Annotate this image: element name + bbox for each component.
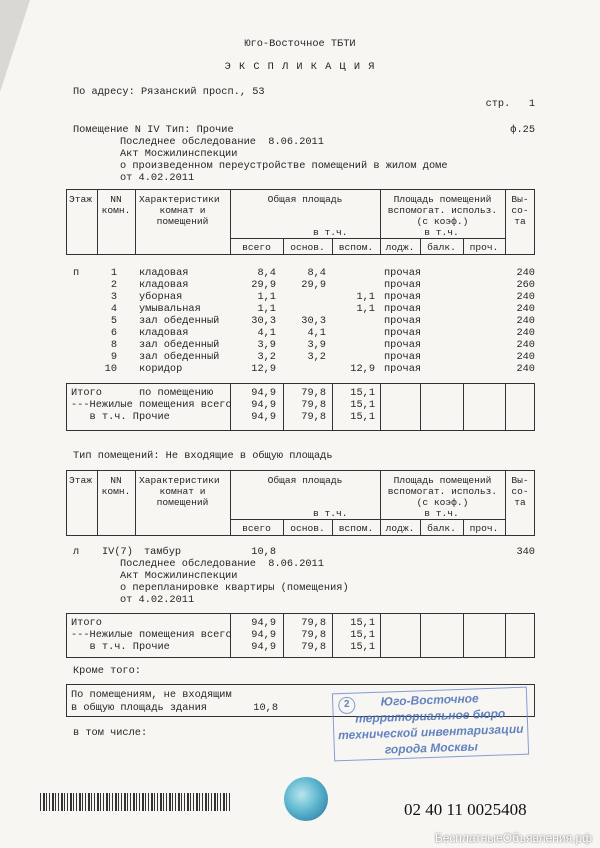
section2-act: Акт Мосжилинспекции [120,570,238,582]
header-balcony: балк. [427,523,456,534]
header-chars-1: Характеристики [139,194,220,205]
totals-divider [505,383,506,431]
header-aux-area-1: Площадь помещений [393,475,492,486]
totals-main: 79,8 [301,399,326,411]
stamp-line2: территориальное бюро [354,706,506,726]
room-total: 4,1 [257,327,276,339]
document-title: Э К С П Л И К А Ц И Я [224,61,376,73]
room-floor: п [73,267,80,279]
room-main: 29,9 [301,279,326,291]
room-number: 8 [110,339,117,351]
room-aux: 12,9 [350,363,375,375]
header-aux-area-1: Площадь помещений [393,194,492,205]
header-subline [380,238,505,239]
totals-label: ---Нежилые помещения всего [71,399,232,411]
room-number: 4 [110,303,117,315]
header-aux-area-2: вспомогат. использ. [387,486,498,497]
serial-number: 02 40 11 0025408 [404,800,527,819]
header-incl: в т.ч. [313,227,348,238]
header-height-2: со- [511,486,529,497]
header-nn-room: комн. [101,205,131,216]
header-chars-3: помещений [156,216,209,227]
totals-main: 79,8 [301,629,326,641]
header-total-area: Общая площадь [267,194,343,205]
stamp-line1: Юго-Восточное [380,691,479,709]
room-main: 30,3 [301,315,326,327]
header-height-1: Вы- [511,194,529,205]
room-total: 1,1 [257,291,276,303]
room-name: уборная [139,291,183,303]
room-height: 240 [516,351,535,363]
room-name: умывальная [139,303,201,315]
totals-aux: 15,1 [350,629,375,641]
room-total: 3,2 [257,351,276,363]
bti-stamp [332,687,529,762]
header-chars-2: комнат и [159,205,206,216]
room-name: коридор [139,363,183,375]
header-aux-area-3: (с коэф.) [416,497,469,508]
room-main: 3,2 [307,351,326,363]
room-number: 5 [110,315,117,327]
address-line: По адресу: Рязанский просп., 53 [73,86,265,98]
stamp-line4: города Москвы [384,739,479,757]
room-total: 1,1 [257,303,276,315]
header-height-2: со- [511,205,529,216]
header-floor: Этаж [69,194,93,205]
totals-aux: 15,1 [350,411,375,423]
totals-divider [380,383,381,431]
room-height: 240 [516,363,535,375]
totals-total: 94,9 [251,399,276,411]
totals-main: 79,8 [301,617,326,629]
header-incl-2: в т.ч. [424,227,459,238]
room-name: зал обеденный [139,339,220,351]
totals-label: в т.ч. Прочие [71,411,170,423]
barcode-icon [40,793,230,811]
totals-main: 79,8 [301,641,326,653]
header-height-1: Вы- [511,475,529,486]
hologram-seal-icon [284,777,328,821]
room-main: 4,1 [307,327,326,339]
header-floor: Этаж [69,475,93,486]
room-type: прочая [384,351,422,363]
room-type: прочая [384,315,422,327]
besides-value: 10,8 [253,702,278,714]
section2-room-num: IV(7) [102,546,133,558]
header-subline [230,238,380,239]
header-main: основ. [290,242,325,253]
premise-title: Помещение N IV Тип: Прочие [73,124,234,136]
totals-divider [463,613,464,658]
totals-main: 79,8 [301,387,326,399]
room-name: зал обеденный [139,351,220,363]
room-type: прочая [384,279,422,291]
header-loggia: лодж. [385,242,415,253]
header-subline [380,519,505,520]
room-total: 3,9 [257,339,276,351]
header-nn-room: комн. [101,486,131,497]
site-watermark: БесплатныеОбъявления.рф [434,831,592,845]
room-number: 6 [110,327,117,339]
room-type: прочая [384,363,422,375]
premise-act-subject: о произведенном переустройстве помещений в жилом доме [120,160,448,172]
totals-total: 94,9 [251,617,276,629]
stamp-number: 2 [338,697,356,715]
header-other: проч. [469,242,499,253]
room-height: 240 [516,327,535,339]
header-incl: в т.ч. [313,508,348,519]
section2-survey: Последнее обследование 8.06.2011 [120,558,324,570]
totals-total: 94,9 [251,411,276,423]
section2-act-date: от 4.02.2011 [120,594,195,606]
including-label: в том числе: [73,727,148,739]
room-type: прочая [384,303,422,315]
totals-label: Итого [71,617,102,629]
totals-total: 94,9 [251,629,276,641]
room-number: 9 [110,351,117,363]
premise-survey: Последнее обследование 8.06.2011 [120,136,324,148]
page-number: стр. 1 [485,98,535,110]
room-type: прочая [384,327,422,339]
room-total: 29,9 [251,279,276,291]
header-nn: NN [110,194,122,205]
totals-aux: 15,1 [350,641,375,653]
header-chars-3: помещений [156,497,209,508]
header-nn: NN [110,475,122,486]
besides-line2: в общую площадь здания [71,702,207,714]
room-total: 12,9 [251,363,276,375]
room-total: 8,4 [257,267,276,279]
room-main: 8,4 [307,267,326,279]
totals-label: ---Нежилые помещения всего [71,629,232,641]
header-chars-2: комнат и [159,486,206,497]
room-aux: 1,1 [356,303,375,315]
header-balcony: балк. [427,242,456,253]
besides-label: Кроме того: [73,665,141,677]
header-total: всего [242,242,271,253]
room-height: 240 [516,267,535,279]
totals-main: 79,8 [301,411,326,423]
room-total: 30,3 [251,315,276,327]
totals-aux: 15,1 [350,399,375,411]
premise-act-date: от 4.02.2011 [120,172,195,184]
header-aux-area-3: (с коэф.) [416,216,469,227]
totals-divider [420,383,421,431]
totals-label: Итого по помещению [71,387,214,399]
header-total: всего [242,523,271,534]
room-height: 240 [516,339,535,351]
totals-aux: 15,1 [350,617,375,629]
header-aux: вспом. [338,242,374,253]
section2-act-subject: о перепланировке квартиры (помещения) [120,582,349,594]
header-loggia: лодж. [385,523,415,534]
room-name: кладовая [139,327,189,339]
header-height-3: та [514,216,526,227]
totals-label: в т.ч. Прочие [71,641,170,653]
section2-room-name: тамбур [144,546,182,558]
room-name: зал обеденный [139,315,220,327]
totals-divider [505,613,506,658]
section2-room-total: 10,8 [251,546,276,558]
section2-type-label: Тип помещений: Не входящие в общую площадь [73,450,333,462]
room-number: 3 [110,291,117,303]
room-height: 260 [516,279,535,291]
totals-total: 94,9 [251,387,276,399]
room-number: 2 [110,279,117,291]
header-subline [230,519,380,520]
room-type: прочая [384,267,422,279]
header-aux: вспом. [338,523,374,534]
room-name: кладовая [139,267,189,279]
totals-divider [463,383,464,431]
room-height: 240 [516,303,535,315]
besides-line1: По помещениям, не входящим [71,689,232,701]
section2-room-height: 340 [516,546,535,558]
header-aux-area-2: вспомогат. использ. [387,205,498,216]
org-title: Юго-Восточное ТБТИ [244,38,356,50]
totals-total: 94,9 [251,641,276,653]
stamp-line3: технической инвентаризации [337,721,524,743]
header-main: основ. [290,523,325,534]
header-height-3: та [514,497,526,508]
room-type: прочая [384,339,422,351]
room-number: 1 [110,267,117,279]
totals-aux: 15,1 [350,387,375,399]
room-aux: 1,1 [356,291,375,303]
section2-floor: л [73,546,80,558]
room-number: 10 [104,363,117,375]
header-other: проч. [469,523,499,534]
header-chars-1: Характеристики [139,475,220,486]
totals-divider [380,613,381,658]
totals-divider [420,613,421,658]
room-type: прочая [384,291,422,303]
header-incl-2: в т.ч. [424,508,459,519]
header-total-area: Общая площадь [267,475,343,486]
room-height: 240 [516,315,535,327]
room-height: 240 [516,291,535,303]
form-number: ф.25 [510,124,535,136]
room-name: кладовая [139,279,189,291]
room-main: 3,9 [307,339,326,351]
premise-act: Акт Мосжилинспекции [120,148,238,160]
folded-corner [0,0,30,92]
